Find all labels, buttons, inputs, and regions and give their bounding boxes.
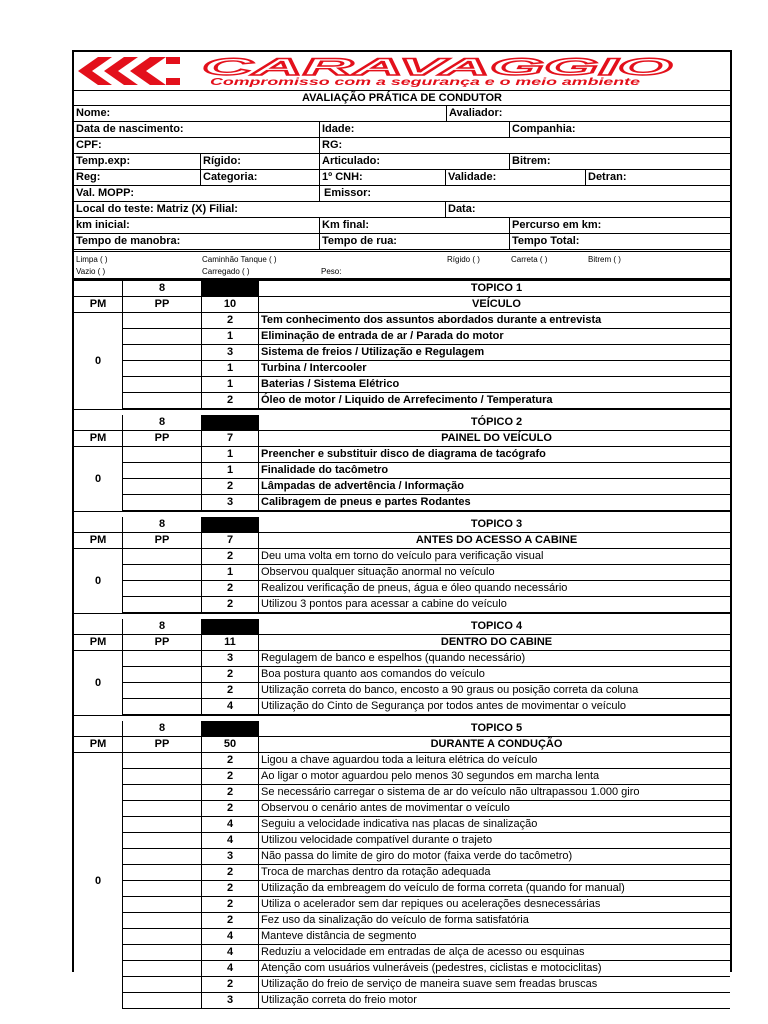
maneuver-time-field[interactable]: Tempo de manobra: — [76, 235, 181, 247]
topic-label: TÓPICO 2 — [258, 415, 732, 430]
first-cnh-field[interactable]: 1º CNH: — [319, 170, 445, 185]
pm-header: PM — [89, 636, 107, 648]
pp-input-cell[interactable] — [122, 447, 201, 462]
pp-input-cell[interactable] — [122, 549, 201, 564]
item-description: Deu uma volta em torno do veículo para verificação visual — [258, 549, 732, 564]
item-description: Observou qualquer situação anormal no veículo — [258, 565, 732, 580]
test-location-field[interactable]: Local do teste: Matriz (X) Filial: — [76, 203, 238, 215]
item-description: Boa postura quanto aos comandos do veículo — [258, 667, 732, 682]
topic-item-row — [74, 361, 730, 377]
item-score: 1 — [201, 463, 258, 478]
item-score: 2 — [201, 913, 258, 928]
vehicle-condition-options — [74, 251, 730, 280]
topic-columns-row — [74, 737, 730, 753]
pp-header: PP — [122, 737, 201, 752]
option-carreta[interactable]: Carreta ( ) — [511, 255, 548, 264]
pp-input-cell[interactable] — [122, 495, 201, 510]
topic-columns-row — [74, 431, 730, 447]
company-header — [74, 52, 730, 91]
pp-input-cell[interactable] — [122, 833, 201, 848]
topic-item-row — [74, 897, 730, 913]
item-score: 2 — [201, 313, 258, 328]
topic-label: TOPICO 3 — [258, 517, 732, 532]
topic-item-row — [74, 377, 730, 393]
total-time-field[interactable]: Tempo Total: — [509, 234, 730, 249]
name-field[interactable]: Nome: — [76, 107, 111, 119]
age-field[interactable]: Idade: — [319, 122, 509, 137]
form-row-docs — [74, 138, 730, 154]
km-start-field[interactable]: km inicial: — [76, 219, 130, 231]
pm-score: 0 — [74, 447, 122, 511]
item-score: 1 — [201, 447, 258, 462]
cpf-field[interactable]: CPF: — [76, 139, 102, 151]
pp-input-cell[interactable] — [122, 361, 201, 376]
pp-input-cell[interactable] — [122, 801, 201, 816]
item-description: Realizou verificação de pneus, água e óleo quando necessário — [258, 581, 732, 596]
pp-input-cell[interactable] — [122, 667, 201, 682]
item-description: Seguiu a velocidade indicativa nas placas de sinalização — [258, 817, 732, 832]
topic-item-row — [74, 769, 730, 785]
topic-section — [74, 517, 730, 613]
topic-section — [74, 721, 730, 1009]
item-description: Baterias / Sistema Elétrico — [258, 377, 732, 392]
topic-item-row — [74, 329, 730, 345]
topic-item-row — [74, 993, 730, 1009]
topic-name: VEÍCULO — [258, 297, 732, 312]
topic-total-score: 7 — [201, 533, 258, 548]
item-description: Calibragem de pneus e partes Rodantes — [258, 495, 732, 510]
item-score: 1 — [201, 329, 258, 344]
topic-item-row — [74, 833, 730, 849]
chevron-logo-icon — [78, 57, 180, 85]
reg-field[interactable]: Reg: — [76, 171, 101, 183]
birthdate-field[interactable]: Data de nascimento: — [76, 123, 184, 135]
item-description: Eliminação de entrada de ar / Parada do motor — [258, 329, 732, 344]
item-score: 3 — [201, 345, 258, 360]
pp-input-cell[interactable] — [122, 463, 201, 478]
form-row-location — [74, 202, 730, 218]
pm-score: 0 — [74, 651, 122, 715]
topic-items — [74, 753, 730, 1009]
item-score: 2 — [201, 801, 258, 816]
topic-header-row — [74, 415, 730, 431]
item-description: Finalidade do tacômetro — [258, 463, 732, 478]
black-fill-cell — [201, 415, 258, 430]
bitrem-field[interactable]: Bitrem: — [509, 154, 730, 169]
item-score: 3 — [201, 651, 258, 666]
pm-header: PM — [89, 298, 107, 310]
topic-item-row — [74, 753, 730, 769]
topic-item-row — [74, 913, 730, 929]
pp-input-cell[interactable] — [122, 913, 201, 928]
pp-input-cell[interactable] — [122, 651, 201, 666]
topic-item-row — [74, 565, 730, 581]
item-description: Utilização correta do banco, encosto a 90 graus ou posição correta da coluna — [258, 683, 732, 698]
pp-input-cell[interactable] — [122, 393, 201, 408]
topic-label: TOPICO 1 — [258, 281, 732, 296]
topic-header-row — [74, 281, 730, 297]
form-title: AVALIAÇÃO PRÁTICA DE CONDUTOR — [74, 91, 730, 106]
black-fill-cell — [201, 281, 258, 296]
pp-input-cell[interactable] — [122, 817, 201, 832]
caravaggio-logo — [74, 52, 730, 90]
option-limpa[interactable]: Limpa ( ) — [76, 255, 108, 264]
pp-input-cell[interactable] — [122, 377, 201, 392]
option-caminhao-tanque[interactable]: Caminhão Tanque ( ) — [202, 255, 277, 264]
item-score: 3 — [201, 849, 258, 864]
topic-item-row — [74, 393, 730, 409]
item-score: 4 — [201, 817, 258, 832]
item-description: Ligou a chave aguardou toda a leitura elétrica do veículo — [258, 753, 732, 768]
form-row-license — [74, 170, 730, 186]
topic-number-value: 8 — [122, 721, 201, 736]
item-description: Sistema de freios / Utilização e Regulagem — [258, 345, 732, 360]
item-description: Utiliza o acelerador sem dar repiques ou acelerações desnecessárias — [258, 897, 732, 912]
topic-name: PAINEL DO VEÍCULO — [258, 431, 732, 446]
evaluation-sheet — [72, 50, 732, 1006]
topic-total-score: 11 — [201, 635, 258, 650]
topic-number-value: 8 — [122, 517, 201, 532]
empty-cell — [74, 619, 122, 634]
option-bitrem[interactable]: Bitrem ( ) — [588, 255, 621, 264]
form-row-birth — [74, 122, 730, 138]
topic-item-row — [74, 849, 730, 865]
item-description: Se necessário carregar o sistema de ar do veículo não ultrapassou 1.000 giro — [258, 785, 732, 800]
pp-input-cell[interactable] — [122, 565, 201, 580]
validity-field[interactable]: Validade: — [445, 170, 585, 185]
pp-input-cell[interactable] — [122, 313, 201, 328]
pp-header: PP — [122, 431, 201, 446]
topic-columns-row — [74, 635, 730, 651]
pp-input-cell[interactable] — [122, 345, 201, 360]
item-description: Utilização do freio de serviço de maneira suave sem freadas bruscas — [258, 977, 732, 992]
empty-cell — [74, 415, 122, 430]
form-row-name — [74, 106, 730, 122]
topic-name: DENTRO DO CABINE — [258, 635, 732, 650]
topic-label: TOPICO 5 — [258, 721, 732, 736]
topic-item-row — [74, 699, 730, 715]
topic-item-row — [74, 865, 730, 881]
item-description: Manteve distância de segmento — [258, 929, 732, 944]
option-carregado[interactable]: Carregado ( ) — [202, 267, 250, 276]
street-time-field[interactable]: Tempo de rua: — [319, 234, 509, 249]
topic-item-row — [74, 479, 730, 495]
pm-header: PM — [89, 432, 107, 444]
form-row-mopp — [74, 186, 730, 202]
item-score: 2 — [201, 881, 258, 896]
company-field[interactable]: Companhia: — [509, 122, 730, 137]
topic-item-row — [74, 345, 730, 361]
item-score: 4 — [201, 699, 258, 714]
item-score: 3 — [201, 993, 258, 1008]
pp-input-cell[interactable] — [122, 597, 201, 612]
logo-brand-text: CARAVAGGIO — [202, 54, 673, 81]
topic-name: DURANTE A CONDUÇÃO — [258, 737, 732, 752]
temp-exp-field[interactable]: Temp.exp: — [76, 155, 131, 167]
item-score: 2 — [201, 479, 258, 494]
item-score: 2 — [201, 683, 258, 698]
topic-header-row — [74, 619, 730, 635]
topic-item-row — [74, 495, 730, 511]
item-score: 2 — [201, 897, 258, 912]
pp-input-cell[interactable] — [122, 849, 201, 864]
item-score: 2 — [201, 753, 258, 768]
pp-input-cell[interactable] — [122, 329, 201, 344]
black-fill-cell — [201, 721, 258, 736]
detran-field[interactable]: Detran: — [585, 170, 730, 185]
topic-item-row — [74, 801, 730, 817]
item-description: Ao ligar o motor aguardou pelo menos 30 segundos em marcha lenta — [258, 769, 732, 784]
topic-item-row — [74, 929, 730, 945]
black-fill-cell — [201, 619, 258, 634]
item-description: Fez uso da sinalização do veículo de forma satisfatória — [258, 913, 732, 928]
topic-header-row — [74, 517, 730, 533]
topic-columns-row — [74, 297, 730, 313]
topic-item-row — [74, 881, 730, 897]
topic-items — [74, 313, 730, 409]
item-score: 2 — [201, 977, 258, 992]
pp-input-cell[interactable] — [122, 479, 201, 494]
item-description: Regulagem de banco e espelhos (quando necessário) — [258, 651, 732, 666]
item-description: Utilização do Cinto de Segurança por todos antes de movimentar o veículo — [258, 699, 732, 714]
topic-section — [74, 415, 730, 511]
form-row-km — [74, 218, 730, 234]
empty-cell — [74, 281, 122, 296]
item-score: 4 — [201, 929, 258, 944]
topic-section — [74, 619, 730, 715]
pp-input-cell[interactable] — [122, 865, 201, 880]
item-description: Não passa do limite de giro do motor (faixa verde do tacômetro) — [258, 849, 732, 864]
pp-input-cell[interactable] — [122, 683, 201, 698]
topic-items — [74, 651, 730, 715]
item-description: Troca de marchas dentro da rotação adequada — [258, 865, 732, 880]
topic-columns-row — [74, 533, 730, 549]
pp-input-cell[interactable] — [122, 961, 201, 976]
topic-number-value: 8 — [122, 281, 201, 296]
topic-item-row — [74, 581, 730, 597]
pp-header: PP — [122, 635, 201, 650]
item-score: 3 — [201, 495, 258, 510]
item-score: 2 — [201, 785, 258, 800]
pp-input-cell[interactable] — [122, 993, 201, 1008]
pm-score: 0 — [74, 313, 122, 409]
topic-item-row — [74, 549, 730, 565]
empty-cell — [74, 721, 122, 736]
topic-total-score: 50 — [201, 737, 258, 752]
topic-item-row — [74, 667, 730, 683]
pp-input-cell[interactable] — [122, 785, 201, 800]
pm-score: 0 — [74, 549, 122, 613]
topic-item-row — [74, 961, 730, 977]
distance-field[interactable]: Percurso em km: — [509, 218, 730, 233]
item-score: 4 — [201, 961, 258, 976]
item-score: 1 — [201, 565, 258, 580]
item-score: 2 — [201, 667, 258, 682]
item-description: Utilizou 3 pontos para acessar a cabine do veículo — [258, 597, 732, 612]
pm-score: 0 — [74, 753, 122, 1009]
item-description: Utilizou velocidade compatível durante o trajeto — [258, 833, 732, 848]
pp-header: PP — [122, 533, 201, 548]
item-score: 4 — [201, 945, 258, 960]
black-fill-cell — [201, 517, 258, 532]
topic-label: TOPICO 4 — [258, 619, 732, 634]
option-vazio[interactable]: Vazio ( ) — [76, 267, 106, 276]
item-score: 2 — [201, 865, 258, 880]
item-score: 2 — [201, 549, 258, 564]
item-description: Observou o cenário antes de movimentar o veículo — [258, 801, 732, 816]
rg-field[interactable]: RG: — [319, 138, 730, 153]
pp-header: PP — [122, 297, 201, 312]
pm-header: PM — [89, 534, 107, 546]
topic-item-row — [74, 945, 730, 961]
pp-input-cell[interactable] — [122, 769, 201, 784]
item-description: Tem conhecimento dos assuntos abordados durante a entrevista — [258, 313, 732, 328]
item-description: Lâmpadas de advertência / Informação — [258, 479, 732, 494]
form-row-time — [74, 234, 730, 250]
option-peso[interactable]: Peso: — [321, 267, 342, 276]
topic-header-row — [74, 721, 730, 737]
item-score: 1 — [201, 377, 258, 392]
item-description: Óleo de motor / Liquido de Arrefecimento / Temperatura — [258, 393, 732, 408]
topic-item-row — [74, 651, 730, 667]
item-score: 4 — [201, 833, 258, 848]
evaluator-field[interactable]: Avaliador: — [446, 106, 730, 121]
rigido-field[interactable]: Rígido: — [200, 154, 319, 169]
logo-tagline-text: Compromisso com a segurança e o meio ambiente — [210, 77, 641, 88]
topic-item-row — [74, 597, 730, 613]
pp-input-cell[interactable] — [122, 581, 201, 596]
topic-section — [74, 280, 730, 409]
mopp-field[interactable]: Val. MOPP: — [76, 187, 135, 199]
pp-input-cell[interactable] — [122, 897, 201, 912]
item-description: Utilização da embreagem do veículo de forma correta (quando for manual) — [258, 881, 732, 896]
articulado-field[interactable]: Articulado: — [319, 154, 509, 169]
topic-total-score: 10 — [201, 297, 258, 312]
pp-input-cell[interactable] — [122, 881, 201, 896]
topic-items — [74, 447, 730, 511]
topic-number-value: 8 — [122, 415, 201, 430]
topic-item-row — [74, 817, 730, 833]
item-description: Preencher e substituir disco de diagrama de tacógrafo — [258, 447, 732, 462]
pp-input-cell[interactable] — [122, 699, 201, 714]
item-score: 2 — [201, 581, 258, 596]
item-description: Atenção com usuários vulneráveis (pedestres, ciclistas e motociclitas) — [258, 961, 732, 976]
category-field[interactable]: Categoria: — [200, 170, 319, 185]
topic-total-score: 7 — [201, 431, 258, 446]
topic-items — [74, 549, 730, 613]
topic-number-value: 8 — [122, 619, 201, 634]
form-row-experience — [74, 154, 730, 170]
item-score: 2 — [201, 769, 258, 784]
topic-item-row — [74, 683, 730, 699]
topic-item-row — [74, 313, 730, 329]
topic-item-row — [74, 785, 730, 801]
topics-container — [74, 280, 730, 1009]
pp-input-cell[interactable] — [122, 929, 201, 944]
option-rigido[interactable]: Rígido ( ) — [447, 255, 480, 264]
item-description: Utilização correta do freio motor — [258, 993, 732, 1008]
item-score: 1 — [201, 361, 258, 376]
issuer-field[interactable]: Emissor: — [319, 186, 730, 201]
topic-name: ANTES DO ACESSO A CABINE — [258, 533, 732, 548]
item-description: Turbina / Intercooler — [258, 361, 732, 376]
empty-cell — [74, 517, 122, 532]
topic-item-row — [74, 463, 730, 479]
pm-header: PM — [89, 738, 107, 750]
pp-input-cell[interactable] — [122, 753, 201, 768]
pp-input-cell[interactable] — [122, 977, 201, 992]
topic-item-row — [74, 447, 730, 463]
pp-input-cell[interactable] — [122, 945, 201, 960]
date-field[interactable]: Data: — [445, 202, 730, 217]
km-end-field[interactable]: Km final: — [319, 218, 509, 233]
topic-item-row — [74, 977, 730, 993]
item-score: 2 — [201, 393, 258, 408]
item-score: 2 — [201, 597, 258, 612]
item-description: Reduziu a velocidade em entradas de alça de acesso ou esquinas — [258, 945, 732, 960]
